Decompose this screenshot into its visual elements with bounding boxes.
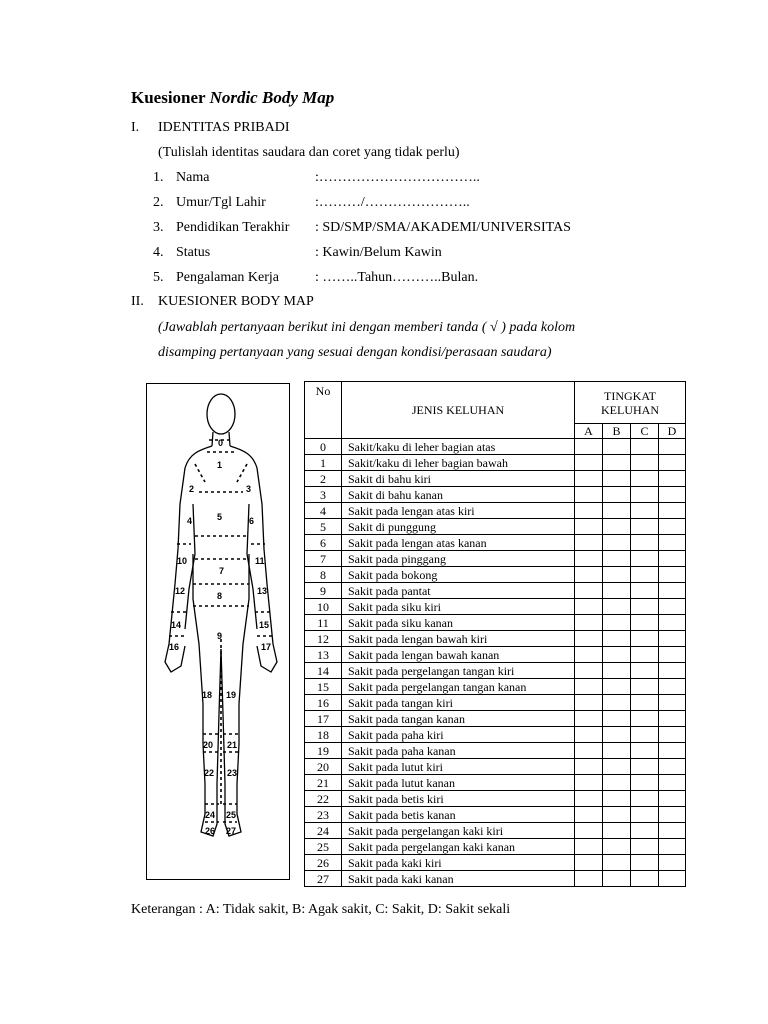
row-keluhan: Sakit pada pinggang (342, 551, 575, 567)
figure-label: 9 (217, 631, 223, 641)
field-value-nama[interactable]: :…………………………….. (315, 170, 480, 185)
table-row (305, 663, 686, 679)
level-cell-c[interactable] (631, 679, 659, 695)
level-cell-c[interactable] (631, 775, 659, 791)
table-row (305, 727, 686, 743)
level-cell-c[interactable] (631, 647, 659, 663)
section2-instruction-line2: disamping pertanyaan yang sesuai dengan kondisi/perasaan saudara) (158, 345, 552, 360)
table-row (305, 535, 686, 551)
level-cell-d[interactable] (659, 503, 686, 519)
row-number: 17 (305, 711, 342, 727)
figure-label: 5 (217, 512, 223, 522)
table-row (305, 679, 686, 695)
row-keluhan: Sakit pada lutut kanan (342, 775, 575, 791)
level-cell-d[interactable] (659, 647, 686, 663)
level-cell-b[interactable] (603, 439, 631, 455)
figure-label: 4 (187, 516, 193, 526)
level-cell-a[interactable] (575, 535, 603, 551)
level-cell-c[interactable] (631, 519, 659, 535)
level-cell-b[interactable] (603, 791, 631, 807)
figure-label: 15 (259, 620, 270, 630)
row-number: 7 (305, 551, 342, 567)
field-value-status[interactable]: : Kawin/Belum Kawin (315, 245, 442, 260)
table-row (305, 487, 686, 503)
field-label-umur: Umur/Tgl Lahir (176, 195, 266, 210)
level-cell-c[interactable] (631, 759, 659, 775)
level-cell-b[interactable] (603, 487, 631, 503)
level-cell-b[interactable] (603, 519, 631, 535)
level-cell-b[interactable] (603, 455, 631, 471)
table-row (305, 583, 686, 599)
level-cell-d[interactable] (659, 727, 686, 743)
title-italic: Nordic Body Map (209, 88, 335, 107)
level-cell-c[interactable] (631, 439, 659, 455)
level-cell-d[interactable] (659, 679, 686, 695)
level-cell-b[interactable] (603, 711, 631, 727)
row-keluhan: Sakit pada siku kiri (342, 599, 575, 615)
table-row (305, 503, 686, 519)
table-row (305, 567, 686, 583)
row-number: 2 (305, 471, 342, 487)
row-number: 10 (305, 599, 342, 615)
section2-numeral: II. (131, 294, 144, 309)
row-number: 27 (305, 871, 342, 887)
level-cell-a[interactable] (575, 871, 603, 887)
body-map-figure (146, 383, 290, 880)
level-header-c: C (631, 424, 659, 439)
table-row (305, 615, 686, 631)
level-cell-b[interactable] (603, 599, 631, 615)
row-keluhan: Sakit pada paha kanan (342, 743, 575, 759)
level-cell-a[interactable] (575, 759, 603, 775)
level-cell-b[interactable] (603, 695, 631, 711)
figure-label: 2 (189, 484, 195, 494)
table-row (305, 519, 686, 535)
table-row (305, 807, 686, 823)
row-keluhan: Sakit pada lutut kiri (342, 759, 575, 775)
level-cell-a[interactable] (575, 503, 603, 519)
level-cell-c[interactable] (631, 711, 659, 727)
figure-label: 20 (203, 740, 214, 750)
level-cell-c[interactable] (631, 535, 659, 551)
row-keluhan: Sakit pada pantat (342, 583, 575, 599)
level-cell-d[interactable] (659, 599, 686, 615)
figure-label: 18 (202, 690, 213, 700)
level-cell-c[interactable] (631, 695, 659, 711)
level-cell-b[interactable] (603, 471, 631, 487)
row-number: 8 (305, 567, 342, 583)
row-number: 15 (305, 679, 342, 695)
level-cell-d[interactable] (659, 839, 686, 855)
row-number: 9 (305, 583, 342, 599)
level-cell-b[interactable] (603, 855, 631, 871)
figure-label: 10 (177, 556, 188, 566)
level-cell-c[interactable] (631, 471, 659, 487)
field-num: 5. (153, 270, 164, 285)
level-cell-c[interactable] (631, 791, 659, 807)
row-keluhan: Sakit pada pergelangan kaki kanan (342, 839, 575, 855)
level-cell-b[interactable] (603, 503, 631, 519)
row-keluhan: Sakit pada pergelangan tangan kanan (342, 679, 575, 695)
field-label-pendidikan: Pendidikan Terakhir (176, 220, 290, 235)
level-cell-b[interactable] (603, 535, 631, 551)
field-value-pengalaman[interactable]: : ……..Tahun………..Bulan. (315, 270, 479, 285)
row-number: 12 (305, 631, 342, 647)
level-cell-d[interactable] (659, 519, 686, 535)
row-keluhan: Sakit di bahu kiri (342, 471, 575, 487)
row-keluhan: Sakit di bahu kanan (342, 487, 575, 503)
level-cell-d[interactable] (659, 807, 686, 823)
figure-label: 24 (205, 810, 216, 820)
level-cell-a[interactable] (575, 519, 603, 535)
level-cell-c[interactable] (631, 455, 659, 471)
field-label-status: Status (176, 245, 211, 260)
level-cell-c[interactable] (631, 567, 659, 583)
level-cell-a[interactable] (575, 839, 603, 855)
row-keluhan: Sakit pada kaki kanan (342, 871, 575, 887)
level-cell-d[interactable] (659, 855, 686, 871)
figure-label: 7 (219, 566, 225, 576)
figure-label: 27 (226, 826, 237, 836)
level-cell-b[interactable] (603, 775, 631, 791)
figure-label: 1 (217, 460, 223, 470)
level-cell-a[interactable] (575, 487, 603, 503)
row-keluhan: Sakit pada betis kiri (342, 791, 575, 807)
title-bold: Kuesioner (131, 88, 206, 107)
figure-label: 19 (226, 690, 237, 700)
table-row (305, 455, 686, 471)
row-number: 25 (305, 839, 342, 855)
figure-label: 6 (249, 516, 255, 526)
level-cell-c[interactable] (631, 551, 659, 567)
row-keluhan: Sakit pada lengan bawah kanan (342, 647, 575, 663)
level-cell-a[interactable] (575, 599, 603, 615)
level-cell-b[interactable] (603, 807, 631, 823)
row-number: 0 (305, 439, 342, 455)
row-keluhan: Sakit/kaku di leher bagian atas (342, 439, 575, 455)
section2-instruction-line1: (Jawablah pertanyaan berikut ini dengan memberi tanda ( √ ) pada kolom (158, 320, 576, 335)
level-cell-a[interactable] (575, 743, 603, 759)
table-row (305, 631, 686, 647)
level-cell-d[interactable] (659, 743, 686, 759)
level-cell-a[interactable] (575, 615, 603, 631)
body-map-drawing (147, 384, 289, 879)
figure-label: 22 (204, 768, 215, 778)
header-no: No (305, 382, 342, 439)
section1-instruction: (Tulislah identitas saudara dan coret yang tidak perlu) (158, 145, 460, 160)
legend-note: Keterangan : A: Tidak sakit, B: Agak sakit, C: Sakit, D: Sakit sekali (131, 902, 511, 917)
level-cell-c[interactable] (631, 487, 659, 503)
level-cell-d[interactable] (659, 471, 686, 487)
level-cell-b[interactable] (603, 631, 631, 647)
level-cell-a[interactable] (575, 471, 603, 487)
level-header-a: A (575, 424, 603, 439)
row-keluhan: Sakit pada pergelangan kaki kiri (342, 823, 575, 839)
level-cell-c[interactable] (631, 839, 659, 855)
field-num: 3. (153, 220, 164, 235)
row-number: 13 (305, 647, 342, 663)
figure-label: 3 (246, 484, 252, 494)
level-cell-d[interactable] (659, 775, 686, 791)
level-header-b: B (603, 424, 631, 439)
table-row (305, 791, 686, 807)
row-number: 16 (305, 695, 342, 711)
level-cell-a[interactable] (575, 775, 603, 791)
level-cell-d[interactable] (659, 567, 686, 583)
row-keluhan: Sakit pada paha kiri (342, 727, 575, 743)
level-cell-a[interactable] (575, 583, 603, 599)
section1-heading: IDENTITAS PRIBADI (158, 120, 290, 135)
table-row (305, 695, 686, 711)
figure-label: 13 (257, 586, 268, 596)
row-keluhan: Sakit pada tangan kanan (342, 711, 575, 727)
figure-label: 8 (217, 591, 223, 601)
level-cell-a[interactable] (575, 631, 603, 647)
row-number: 20 (305, 759, 342, 775)
level-cell-d[interactable] (659, 791, 686, 807)
field-num: 1. (153, 170, 164, 185)
field-value-pendidikan[interactable]: : SD/SMP/SMA/AKADEMI/UNIVERSITAS (315, 220, 571, 235)
section2-heading: KUESIONER BODY MAP (158, 294, 314, 309)
field-label-nama: Nama (176, 170, 210, 185)
row-number: 18 (305, 727, 342, 743)
level-cell-d[interactable] (659, 455, 686, 471)
level-cell-d[interactable] (659, 871, 686, 887)
level-cell-b[interactable] (603, 759, 631, 775)
level-cell-a[interactable] (575, 823, 603, 839)
level-cell-c[interactable] (631, 727, 659, 743)
figure-label: 26 (205, 826, 216, 836)
field-label-pengalaman: Pengalaman Kerja (176, 270, 280, 285)
level-cell-d[interactable] (659, 487, 686, 503)
table-row (305, 775, 686, 791)
level-cell-a[interactable] (575, 551, 603, 567)
figure-label: 21 (227, 740, 238, 750)
row-number: 23 (305, 807, 342, 823)
row-keluhan: Sakit pada bokong (342, 567, 575, 583)
figure-label: 12 (175, 586, 186, 596)
table-row (305, 759, 686, 775)
field-num: 2. (153, 195, 164, 210)
level-cell-b[interactable] (603, 727, 631, 743)
row-number: 6 (305, 535, 342, 551)
level-cell-c[interactable] (631, 615, 659, 631)
level-cell-a[interactable] (575, 679, 603, 695)
head-outline (207, 394, 235, 434)
header-tingkat-line2: KELUHAN (601, 402, 659, 417)
level-header-d: D (659, 424, 686, 439)
table-row (305, 855, 686, 871)
row-keluhan: Sakit pada kaki kiri (342, 855, 575, 871)
row-number: 14 (305, 663, 342, 679)
table-row (305, 439, 686, 455)
level-cell-a[interactable] (575, 455, 603, 471)
figure-label: 23 (227, 768, 238, 778)
complaints-table (304, 381, 686, 887)
level-cell-c[interactable] (631, 807, 659, 823)
row-number: 4 (305, 503, 342, 519)
row-number: 22 (305, 791, 342, 807)
field-num: 4. (153, 245, 164, 260)
row-keluhan: Sakit pada lengan atas kiri (342, 503, 575, 519)
figure-label: 0 (218, 438, 224, 448)
table-row (305, 551, 686, 567)
level-cell-d[interactable] (659, 583, 686, 599)
row-keluhan: Sakit di punggung (342, 519, 575, 535)
level-cell-a[interactable] (575, 807, 603, 823)
level-cell-d[interactable] (659, 823, 686, 839)
row-keluhan: Sakit pada betis kanan (342, 807, 575, 823)
row-keluhan: Sakit pada tangan kiri (342, 695, 575, 711)
table-row (305, 871, 686, 887)
table-row (305, 711, 686, 727)
level-cell-b[interactable] (603, 743, 631, 759)
level-cell-d[interactable] (659, 711, 686, 727)
level-cell-c[interactable] (631, 855, 659, 871)
level-cell-b[interactable] (603, 871, 631, 887)
level-cell-c[interactable] (631, 503, 659, 519)
level-cell-d[interactable] (659, 759, 686, 775)
torso-arms-outline (169, 446, 273, 644)
level-cell-b[interactable] (603, 663, 631, 679)
level-cell-a[interactable] (575, 663, 603, 679)
row-keluhan: Sakit pada lengan atas kanan (342, 535, 575, 551)
level-cell-c[interactable] (631, 871, 659, 887)
row-number: 21 (305, 775, 342, 791)
row-number: 3 (305, 487, 342, 503)
level-cell-a[interactable] (575, 695, 603, 711)
level-cell-d[interactable] (659, 615, 686, 631)
level-cell-a[interactable] (575, 727, 603, 743)
level-cell-c[interactable] (631, 823, 659, 839)
table-row (305, 839, 686, 855)
figure-label: 11 (255, 556, 265, 566)
table-row (305, 599, 686, 615)
row-number: 24 (305, 823, 342, 839)
level-cell-b[interactable] (603, 823, 631, 839)
row-keluhan: Sakit pada pergelangan tangan kiri (342, 663, 575, 679)
table-row (305, 743, 686, 759)
level-cell-b[interactable] (603, 679, 631, 695)
figure-label: 16 (169, 642, 180, 652)
table-row (305, 647, 686, 663)
row-keluhan: Sakit pada lengan bawah kiri (342, 631, 575, 647)
level-cell-c[interactable] (631, 743, 659, 759)
row-number: 26 (305, 855, 342, 871)
table-row (305, 471, 686, 487)
level-cell-d[interactable] (659, 535, 686, 551)
level-cell-d[interactable] (659, 551, 686, 567)
level-cell-d[interactable] (659, 695, 686, 711)
level-cell-b[interactable] (603, 551, 631, 567)
row-keluhan: Sakit pada siku kanan (342, 615, 575, 631)
level-cell-c[interactable] (631, 663, 659, 679)
page-title (131, 88, 334, 108)
section1-numeral: I. (131, 120, 140, 135)
row-keluhan: Sakit/kaku di leher bagian bawah (342, 455, 575, 471)
row-number: 5 (305, 519, 342, 535)
level-cell-d[interactable] (659, 439, 686, 455)
header-tingkat-keluhan (575, 382, 686, 424)
level-cell-a[interactable] (575, 567, 603, 583)
row-number: 11 (305, 615, 342, 631)
level-cell-a[interactable] (575, 439, 603, 455)
row-number: 19 (305, 743, 342, 759)
level-cell-c[interactable] (631, 631, 659, 647)
level-cell-b[interactable] (603, 839, 631, 855)
table-row (305, 823, 686, 839)
level-cell-b[interactable] (603, 647, 631, 663)
level-cell-b[interactable] (603, 583, 631, 599)
level-cell-a[interactable] (575, 791, 603, 807)
level-cell-d[interactable] (659, 631, 686, 647)
row-number: 1 (305, 455, 342, 471)
field-value-umur[interactable]: :………/………………….. (315, 195, 470, 210)
level-cell-c[interactable] (631, 583, 659, 599)
level-cell-b[interactable] (603, 615, 631, 631)
header-tingkat-line1: TINGKAT (604, 388, 656, 403)
figure-label: 17 (261, 642, 272, 652)
level-cell-a[interactable] (575, 711, 603, 727)
level-cell-b[interactable] (603, 567, 631, 583)
header-jenis-keluhan: JENIS KELUHAN (342, 382, 575, 439)
figure-label: 25 (226, 810, 237, 820)
level-cell-c[interactable] (631, 599, 659, 615)
level-cell-a[interactable] (575, 855, 603, 871)
level-cell-a[interactable] (575, 647, 603, 663)
level-cell-d[interactable] (659, 663, 686, 679)
figure-label: 14 (171, 620, 182, 630)
